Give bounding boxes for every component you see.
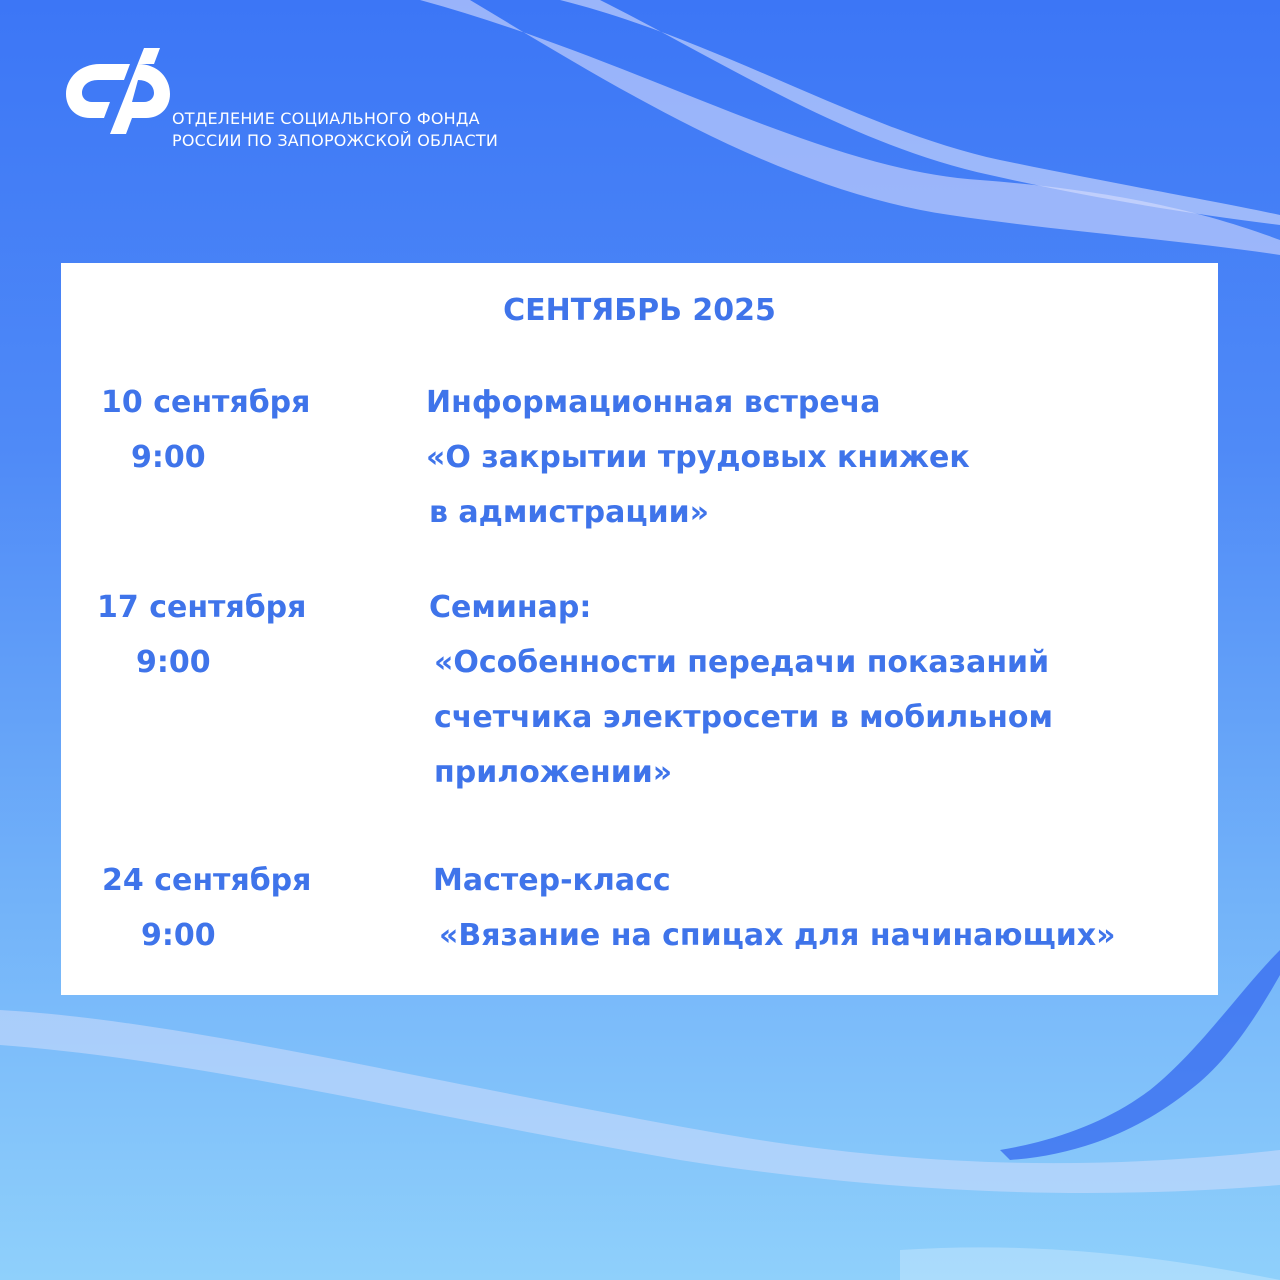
event-time: 9:00 [136,645,211,680]
organization-name-line1: ОТДЕЛЕНИЕ СОЦИАЛЬНОГО ФОНДА [172,109,480,128]
event-type: Мастер-класс [433,863,671,898]
event-title-line: приложении» [434,755,673,790]
event-time: 9:00 [131,440,206,475]
event-date: 17 сентября [97,590,307,625]
event-title-line: «Вязание на спицах для начинающих» [439,918,1116,953]
event-type: Информационная встреча [426,385,881,420]
organization-name-line2: РОССИИ ПО ЗАПОРОЖСКОЙ ОБЛАСТИ [172,131,499,150]
event-time: 9:00 [141,918,216,953]
event-title-line: «О закрытии трудовых книжек [426,440,970,475]
event-type: Семинар: [429,590,592,625]
event-date: 24 сентября [102,863,312,898]
schedule-card [61,263,1218,995]
event-title-line: счетчика электросети в мобильном [434,700,1054,735]
organization-name [172,108,498,152]
sfr-logo-icon [58,44,178,148]
event-title-line: «Особенности передачи показаний [434,645,1050,680]
event-title-line: в адмистрации» [429,495,709,530]
month-title: СЕНТЯБРЬ 2025 [503,293,776,328]
event-date: 10 сентября [101,385,311,420]
